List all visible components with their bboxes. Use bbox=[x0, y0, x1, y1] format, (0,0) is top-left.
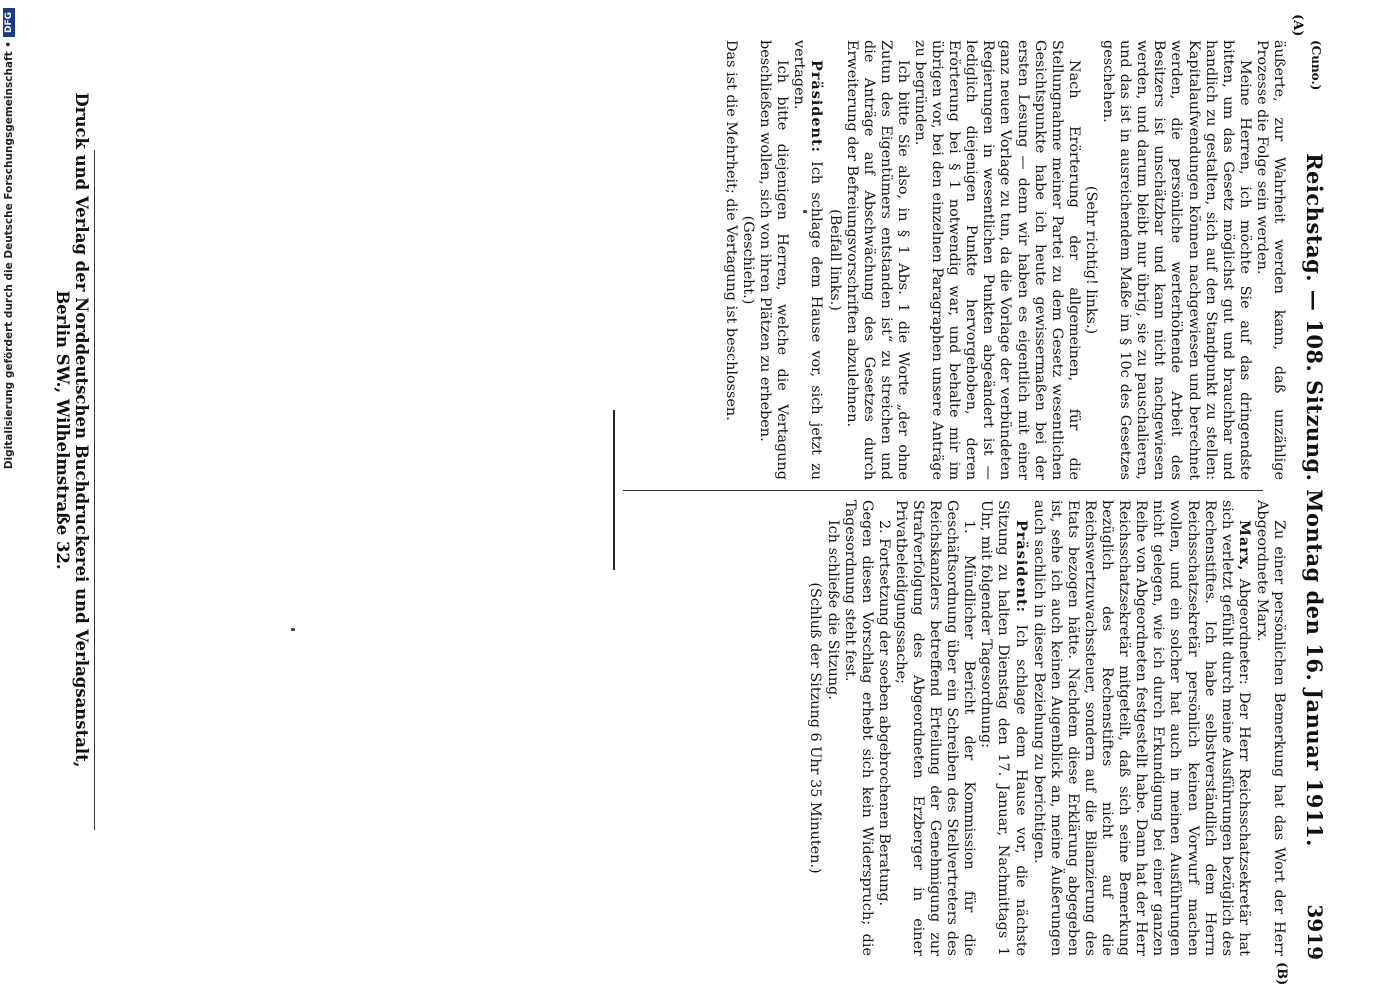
text-paragraph: Zu einer persönlichen Bemerkung hat das Wort der Herr Abgeordnete Marx. bbox=[1253, 500, 1287, 956]
stage-direction: (Sehr richtig! links.) bbox=[1082, 185, 1099, 335]
speaker-name: Präsident: bbox=[1012, 520, 1030, 613]
text-paragraph: Das ist die Mehrheit; die Vertagung ist beschlossen. bbox=[723, 40, 739, 421]
text-paragraph: Meine Herren, ich möchte Sie auf das dringendste bitten, um das Gesetz möglichst gut und brauchbar und handlich zu gestalten, sich auf den Standpunkt zu stellen: Kapitalaufwendungen können nachgewiesen und berechnet werden, die persönliche werterhöhende Arbeit des Besitzers ist unschätzbar und kann nicht nachgewiesen werden, und darum bleibt nur übrig, sie zu pauschalieren, und das ist in ausreichendem Maße im § 10c des Gesetzes geschehen. bbox=[1100, 40, 1253, 480]
margin-marker-a: (A) bbox=[1290, 14, 1305, 37]
text-paragraph: Gegen diesen Vorschlag erhebt sich kein Widerspruch; die Tagesordnung steht fest. bbox=[841, 500, 875, 956]
speech-paragraph bbox=[977, 500, 1029, 956]
text-paragraph: Nach Erörterung der allgemeinen, für die Stellungnahme meiner Partei zu dem Gesetz wesentlichen Gesichtspunkte habe ich heute gewissermaßen bei der ersten Lesung — denn wir haben es eigentlich mit einer ganz neuen Vorlage zu tun, da die Vorlage der verbündeten Regierungen in wesentlichen Punkten abgeändert ist — lediglich diejenigen Punkte hervorgehoben, deren Erörterung bei § 1 notwendig war, und behalte mir im übrigen vor, bei den einzelnen Paragraphen unsere Anträge zu begründen. bbox=[912, 40, 1082, 480]
page-number: 3919 bbox=[1303, 904, 1327, 960]
text-paragraph: äußerte, zur Wahrheit werden kann, daß unzählige Prozesse die Folge sein werden. bbox=[1253, 40, 1287, 480]
stage-direction: (Geschieht.) bbox=[740, 215, 757, 305]
printer-imprint: Druck und Verlag der Norddeutschen Buchdruckerei und Verlagsanstalt, Berlin SW., Wilhelmstraße 32. bbox=[53, 92, 91, 768]
text-paragraph: 1. Mündlicher Bericht der Kommission für die Geschäftsordnung über ein Schreiben des Stellvertreters des Reichskanzlers betreffend Erteilung der Genehmigung zur Strafverfolgung des Abgeordneten Erzberger in einer Privatbeleidigungssache; bbox=[892, 500, 978, 956]
stage-direction: (Schluß der Sitzung 6 Uhr 35 Minuten.) bbox=[807, 582, 824, 874]
end-rule bbox=[613, 410, 615, 570]
speech-paragraph bbox=[1030, 500, 1253, 956]
text-paragraph: Ich bitte diejenigen Herren, welche die Vertagung beschließen wollen, sich von ihren Plätzen zu erheben. bbox=[757, 40, 791, 480]
scan-speck bbox=[803, 210, 807, 213]
speech-text: Ich schlage dem Hause vor, sich jetzt zu vertagen. bbox=[791, 40, 825, 480]
scan-speck bbox=[291, 628, 295, 631]
speaker-name: Marx, bbox=[1235, 520, 1253, 572]
footer-rule bbox=[94, 150, 95, 830]
text-paragraph: Ich schließe die Sitzung. bbox=[824, 520, 841, 700]
stage-direction: (Beifall links.) bbox=[826, 209, 843, 311]
right-column bbox=[806, 500, 1287, 956]
running-head bbox=[1293, 40, 1333, 960]
text-paragraph: Ich bitte Sie also, in § 1 Abs. 1 die Worte „der ohne Zutun des Eigentümers entstanden ist“ zu streichen und die Anträge auf Abschwächung des Gesetzes durch Erweiterung der Befreiungsvorschriften abzulehnen. bbox=[843, 40, 911, 480]
column-divider bbox=[623, 490, 1263, 491]
speaker-name: Präsident: bbox=[808, 60, 826, 153]
dfg-logo: DFG bbox=[3, 8, 15, 37]
speaker-continued-marker: (Cuno.) bbox=[1309, 40, 1323, 91]
margin-marker-b: (B) bbox=[1274, 962, 1289, 986]
speech-text: Abgeordneter: Der Herr Reichsschatzsekretär hat sich verletzt gefühlt durch meine Ausführungen bezüglich des Rechenstiftes. Ich habe selbstverständlich dem Herrn Reichsschatzsekretär persönlich keinen Vorwurf machen wollen, und ein solcher hat auch in meinen Ausführungen nicht gelegen, wie ich durch Erkundigung bei einer ganzen Reihe von Abgeordneten festgestellt habe. Dann hat der Herr Reichsschatzsekretär mitgeteilt, daß sich seine Bemerkung bezüglich des Rechenstiftes nicht auf die Reichswertzuwachssteuer, sondern auf die Bilanzierung des Etats bezogen hätte. Nachdem diese Erklärung abgegeben ist, sehe ich auch keinen Augenblick an, meine Äußerungen auch sachlich in dieser Beziehung zu berichtigen. bbox=[1030, 500, 1252, 956]
text-paragraph: 2. Fortsetzung der soeben abgebrochenen Beratung. bbox=[875, 520, 892, 907]
speech-text: Ich schlage dem Hause vor, die nächste Sitzung zu halten Dienstag den 17. Januar, Nachmittags 1 Uhr, mit folgender Tagesordnung: bbox=[978, 500, 1029, 956]
left-column bbox=[722, 40, 1287, 480]
dfg-notice-text: Digitalisierung gefördert durch die Deutsche Forschungsgemeinschaft • bbox=[3, 41, 15, 470]
page-title: Reichstag. — 108. Sitzung. Montag den 16. Januar 1911. bbox=[1302, 153, 1327, 847]
speech-paragraph bbox=[790, 40, 825, 480]
